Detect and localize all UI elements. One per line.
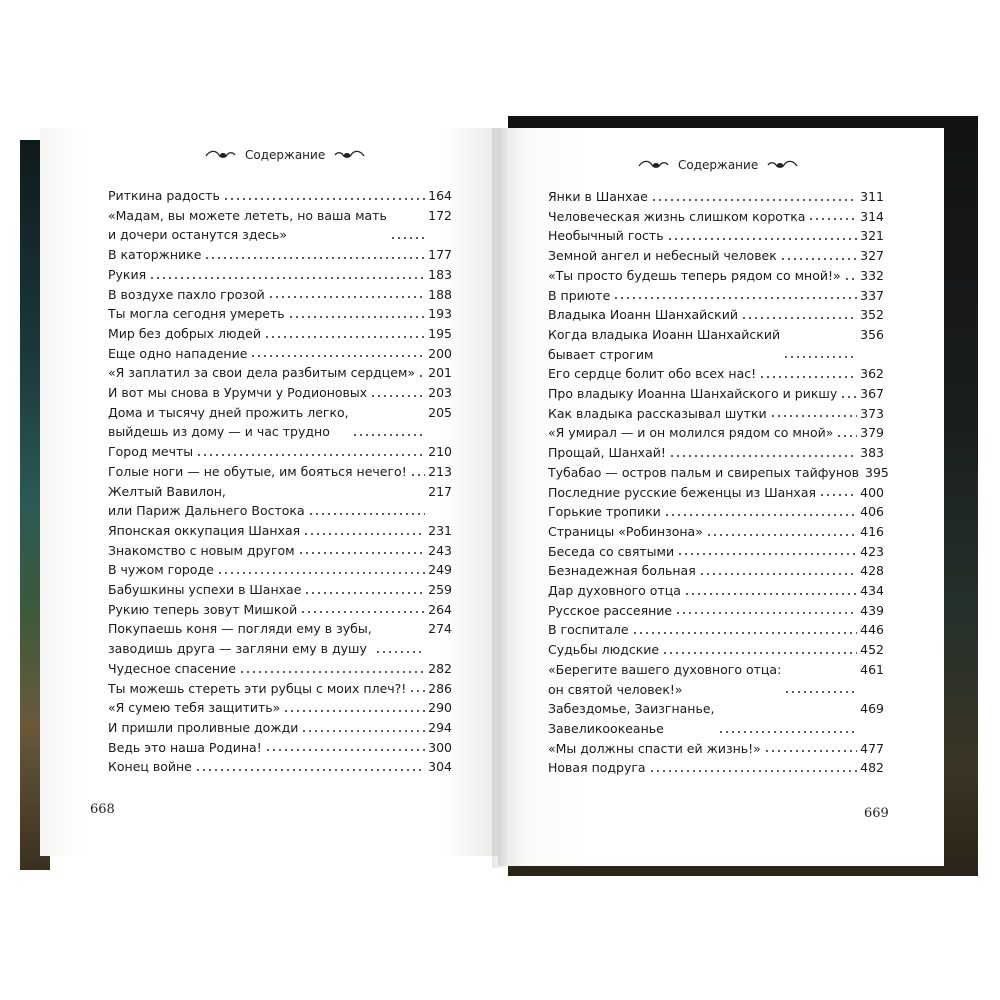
- toc-entry-page: 469: [860, 701, 884, 717]
- toc-entry-page: 362: [860, 366, 884, 382]
- toc-entry: [548, 502, 884, 522]
- toc-entry-title: Янки в Шанхае: [548, 189, 648, 204]
- toc-entry-page: 327: [860, 248, 884, 264]
- toc-entry-page: 193: [428, 306, 452, 322]
- toc-entry-title: Еще одно нападение: [108, 345, 248, 361]
- toc-entry-page: 264: [428, 601, 452, 617]
- toc-entry: [548, 660, 884, 699]
- toc-entry-page: 200: [428, 345, 452, 361]
- toc-entry-page: 395: [865, 464, 889, 480]
- dot-leader: [664, 513, 857, 517]
- dot-leader: [632, 631, 858, 635]
- toc-entry-page: 311: [860, 189, 884, 204]
- dot-leader: [667, 237, 858, 241]
- dot-leader: [675, 611, 857, 615]
- toc-entry-page: 304: [428, 759, 452, 775]
- toc-entry: [548, 640, 884, 660]
- toc-entry-title: «Я сумею тебя защитить»: [108, 700, 281, 716]
- toc-entry-title: Город мечты: [108, 444, 194, 460]
- dot-leader: [265, 748, 425, 752]
- toc-entry-title: Горькие тропики: [548, 504, 661, 520]
- toc-entry-title: Ты можешь стереть эти рубцы с моих плеч?!: [108, 680, 407, 696]
- toc-entry: [548, 443, 884, 463]
- dot-leader: [684, 592, 857, 596]
- toc-entry-page: 356: [860, 326, 884, 342]
- toc-entry: [548, 325, 884, 364]
- toc-entry-title: Безнадежная больная: [548, 563, 696, 579]
- toc-entry-page: 290: [428, 700, 452, 716]
- toc-entry: [548, 463, 889, 483]
- toc-entry: [548, 187, 884, 207]
- dot-leader: [283, 709, 425, 713]
- toc-entry-title: В госпитале: [548, 622, 629, 638]
- toc-entry: [548, 739, 884, 759]
- toc-entry-page: 231: [428, 522, 452, 538]
- toc-entry: [108, 304, 452, 324]
- toc-entry-title: Бабушкины успехи в Шанхае: [108, 582, 302, 598]
- toc-entry: [548, 305, 884, 325]
- dot-leader: [288, 315, 426, 319]
- dot-leader: [308, 512, 426, 516]
- toc-entry-page: 423: [860, 543, 884, 559]
- toc-entry-page: 213: [428, 463, 452, 479]
- toc-entry-page: 373: [860, 405, 884, 421]
- dot-leader: [706, 533, 857, 537]
- dot-leader: [677, 552, 857, 556]
- ornament-icon: [766, 159, 798, 171]
- toc-entry: [108, 186, 452, 206]
- toc-entry: [548, 758, 884, 778]
- toc-entry: [108, 462, 452, 482]
- toc-entry: [548, 601, 884, 621]
- toc-entry-page: 446: [860, 622, 884, 638]
- toc-entry: [108, 245, 452, 265]
- toc-entry: [548, 423, 884, 443]
- toc-entry: [108, 265, 452, 285]
- dot-leader: [149, 276, 425, 280]
- dot-leader: [268, 295, 425, 299]
- toc-entry-page: 406: [860, 504, 884, 520]
- dot-leader: [699, 572, 857, 576]
- toc-entry: [108, 285, 452, 305]
- toc-entry-page: 337: [860, 287, 884, 303]
- dot-leader: [662, 651, 857, 655]
- dot-leader: [304, 591, 425, 595]
- toc-entry-title: Когда владыка Иоанн Шанхайский бывает строгим: [548, 326, 781, 362]
- toc-entry-title: «Я заплатил за свои дела разбитым сердцем»: [108, 365, 416, 381]
- toc-entry-title: Забездомье, Заизгнанье, Завеликоокеанье: [548, 701, 715, 736]
- right-header-title: Содержание: [678, 158, 759, 172]
- book-gutter: [492, 128, 506, 868]
- toc-entry-page: 177: [428, 247, 452, 263]
- toc-entry-page: 294: [428, 719, 452, 735]
- toc-entry: [108, 580, 452, 600]
- toc-entry-page: 452: [860, 642, 884, 658]
- toc-entry-title: «Мы должны спасти ей жизнь!»: [548, 740, 761, 756]
- ornament-icon: [638, 159, 670, 171]
- dot-leader: [223, 197, 425, 201]
- toc-entry: [108, 560, 452, 580]
- toc-entry-page: 188: [428, 286, 452, 302]
- toc-entry-title: Рукия: [108, 266, 147, 282]
- toc-entry: [108, 344, 452, 364]
- toc-entry-page: 172: [428, 207, 452, 223]
- dot-leader: [780, 257, 857, 261]
- toc-entry: [108, 363, 452, 383]
- toc-entry: [108, 679, 452, 699]
- dot-leader: [819, 493, 857, 497]
- toc-entry-page: 195: [428, 325, 452, 341]
- toc-entry: [108, 619, 452, 658]
- toc-entry-page: 434: [860, 583, 884, 599]
- toc-entry-title: Прощай, Шанхай!: [548, 445, 666, 461]
- toc-entry: [108, 206, 452, 245]
- toc-entry: [548, 561, 884, 581]
- dot-leader: [264, 335, 425, 339]
- dot-leader: [418, 374, 425, 378]
- toc-entry-title: Новая подруга: [548, 760, 646, 776]
- toc-entry: [108, 541, 452, 561]
- toc-entry-title: И пришли проливные дожди: [108, 719, 299, 735]
- toc-entry-title: Дар духовного отца: [548, 583, 681, 599]
- dot-leader: [741, 316, 857, 320]
- toc-entry-title: Знакомство с новым другом: [108, 542, 295, 558]
- toc-entry-page: 201: [428, 365, 452, 381]
- toc-entry-page: 286: [428, 680, 452, 696]
- toc-entry: [548, 226, 884, 246]
- toc-entry-page: 367: [860, 386, 884, 402]
- toc-entry-title: Риткина радость: [108, 188, 220, 203]
- toc-entry-title: Страницы «Робинзона»: [548, 523, 703, 539]
- toc-entry: [548, 404, 884, 424]
- ornament-icon: [333, 149, 365, 161]
- toc-list-left: [108, 186, 452, 777]
- toc-entry-title: Японская оккупация Шанхая: [108, 522, 301, 538]
- toc-entry-title: Ведь это наша Родина!: [108, 739, 262, 755]
- toc-entry-page: 482: [860, 760, 884, 776]
- toc-entry-title: Русское рассеяние: [548, 602, 673, 618]
- toc-entry: [108, 659, 452, 679]
- toc-entry: [108, 482, 452, 521]
- dot-leader: [195, 768, 425, 772]
- toc-entry-title: Дома и тысячу дней прожить легко, выйдешь из дому — и час трудно: [108, 404, 349, 440]
- toc-entry-title: Человеческая жизнь слишком коротка: [548, 208, 806, 224]
- toc-entry-title: Земной ангел и небесный человек: [548, 248, 777, 264]
- toc-entry: [108, 698, 452, 718]
- toc-entry-page: 210: [428, 444, 452, 460]
- dot-leader: [204, 256, 425, 260]
- toc-entry: [108, 757, 452, 777]
- dot-leader: [784, 690, 857, 694]
- dot-leader: [390, 236, 425, 240]
- toc-entry: [548, 246, 884, 266]
- toc-entry-title: Голые ноги — не обутые, им бояться нечего!: [108, 463, 407, 479]
- toc-entry-title: Как владыка рассказывал шутки: [548, 405, 767, 421]
- toc-entry: [108, 442, 452, 462]
- toc-entry-title: «Ты просто будешь теперь рядом со мной!»: [548, 267, 841, 283]
- dot-leader: [352, 433, 425, 437]
- page-number-left: 668: [90, 802, 115, 817]
- toc-entry: [548, 364, 884, 384]
- dot-leader: [669, 454, 857, 458]
- dot-leader: [808, 217, 857, 221]
- left-header-title: Содержание: [245, 148, 326, 162]
- toc-entry-title: Про владыку Иоанна Шанхайского и рикшу: [548, 386, 838, 402]
- toc-entry-title: В приюте: [548, 287, 611, 303]
- left-page: [40, 128, 500, 856]
- toc-entry-title: «Мадам, вы можете лететь, но ваша мать и дочери останутся здесь»: [108, 207, 387, 243]
- toc-entry-page: 428: [860, 563, 884, 579]
- toc-entry: [548, 620, 884, 640]
- dot-leader: [409, 689, 425, 693]
- dot-leader: [298, 551, 426, 555]
- toc-entry-title: Владыка Иоанн Шанхайский: [548, 307, 738, 323]
- toc-entry: [548, 522, 884, 542]
- toc-entry-page: 461: [860, 661, 884, 677]
- toc-entry: [108, 383, 452, 403]
- toc-entry-title: Желтый Вавилон, или Париж Дальнего Востока: [108, 483, 305, 519]
- dot-leader: [410, 473, 425, 477]
- toc-entry-title: В чужом городе: [108, 562, 214, 578]
- page-number-right: 669: [864, 806, 889, 821]
- toc-entry-page: 332: [860, 267, 884, 283]
- toc-entry: [108, 521, 452, 541]
- toc-entry-page: 259: [428, 582, 452, 598]
- toc-entry-title: «Я умирал — и он молился рядом со мной»: [548, 425, 834, 441]
- toc-entry-page: 383: [860, 445, 884, 461]
- toc-entry-page: 183: [428, 266, 452, 282]
- toc-entry-title: Конец войне: [108, 759, 192, 775]
- right-page: [498, 128, 944, 866]
- dot-leader: [783, 355, 857, 359]
- toc-entry-page: 164: [428, 188, 452, 203]
- toc-entry-title: «Берегите вашего духовного отца: он святой человек!»: [548, 661, 782, 697]
- left-header: [205, 148, 365, 162]
- dot-leader: [303, 532, 425, 536]
- dot-leader: [375, 650, 425, 654]
- dot-leader: [239, 670, 425, 674]
- toc-entry: [108, 600, 452, 620]
- toc-entry-page: 314: [860, 208, 884, 224]
- toc-entry-title: Чудесное спасение: [108, 660, 236, 676]
- toc-entry-page: 321: [860, 228, 884, 244]
- dot-leader: [651, 198, 857, 202]
- toc-entry-page: 274: [428, 621, 452, 637]
- dot-leader: [301, 729, 425, 733]
- toc-list-right: [548, 187, 889, 778]
- dot-leader: [840, 395, 857, 399]
- toc-entry: [548, 207, 884, 227]
- toc-entry-page: 416: [860, 523, 884, 539]
- toc-entry: [548, 699, 884, 738]
- toc-entry-title: Тубабао — остров пальм и свирепых тайфунов: [548, 464, 860, 480]
- ornament-icon: [205, 149, 237, 161]
- toc-entry-page: 439: [860, 602, 884, 618]
- toc-entry-title: В каторжнике: [108, 247, 202, 263]
- right-header: [638, 158, 798, 172]
- toc-entry-title: Ты могла сегодня умереть: [108, 306, 285, 322]
- dot-leader: [649, 769, 858, 773]
- dot-leader: [759, 375, 857, 379]
- toc-entry-title: Мир без добрых людей: [108, 325, 261, 341]
- toc-entry-page: 300: [428, 739, 452, 755]
- toc-entry: [548, 483, 884, 503]
- dot-leader: [250, 354, 425, 358]
- toc-entry: [108, 403, 452, 442]
- toc-entry-page: 243: [428, 542, 452, 558]
- toc-entry-title: И вот мы снова в Урумчи у Родионовых: [108, 385, 368, 401]
- toc-entry: [108, 324, 452, 344]
- toc-entry: [548, 286, 884, 306]
- toc-entry-page: 249: [428, 562, 452, 578]
- toc-entry-title: Беседа со святыми: [548, 543, 675, 559]
- dot-leader: [844, 277, 857, 281]
- dot-leader: [764, 749, 857, 753]
- toc-entry-page: 217: [428, 483, 452, 499]
- dot-leader: [836, 434, 857, 438]
- toc-entry-page: 477: [860, 740, 884, 756]
- dot-leader: [300, 610, 425, 614]
- toc-entry-title: Необычный гость: [548, 228, 664, 244]
- toc-entry-page: 400: [860, 484, 884, 500]
- dot-leader: [770, 414, 858, 418]
- toc-entry-title: Покупаешь коня — погляди ему в зубы, заводишь друга — загляни ему в душу: [108, 621, 372, 657]
- toc-entry-page: 379: [860, 425, 884, 441]
- dot-leader: [613, 296, 857, 300]
- toc-entry: [108, 718, 452, 738]
- toc-entry-title: Последние русские беженцы из Шанхая: [548, 484, 817, 500]
- toc-entry-page: 282: [428, 660, 452, 676]
- dot-leader: [196, 453, 425, 457]
- dot-leader: [370, 394, 425, 398]
- dot-leader: [718, 730, 858, 734]
- toc-entry: [548, 581, 884, 601]
- toc-entry-title: Судьбы людские: [548, 642, 660, 658]
- toc-entry: [108, 738, 452, 758]
- toc-entry: [548, 384, 884, 404]
- toc-entry-title: Рукию теперь зовут Мишкой: [108, 601, 298, 617]
- toc-entry: [548, 542, 884, 562]
- toc-entry-page: 205: [428, 404, 452, 420]
- toc-entry-title: Его сердце болит обо всех нас!: [548, 366, 757, 382]
- toc-entry-page: 203: [428, 385, 452, 401]
- toc-entry-page: 352: [860, 307, 884, 323]
- toc-entry-title: В воздухе пахло грозой: [108, 286, 265, 302]
- dot-leader: [217, 571, 425, 575]
- toc-entry: [548, 266, 884, 286]
